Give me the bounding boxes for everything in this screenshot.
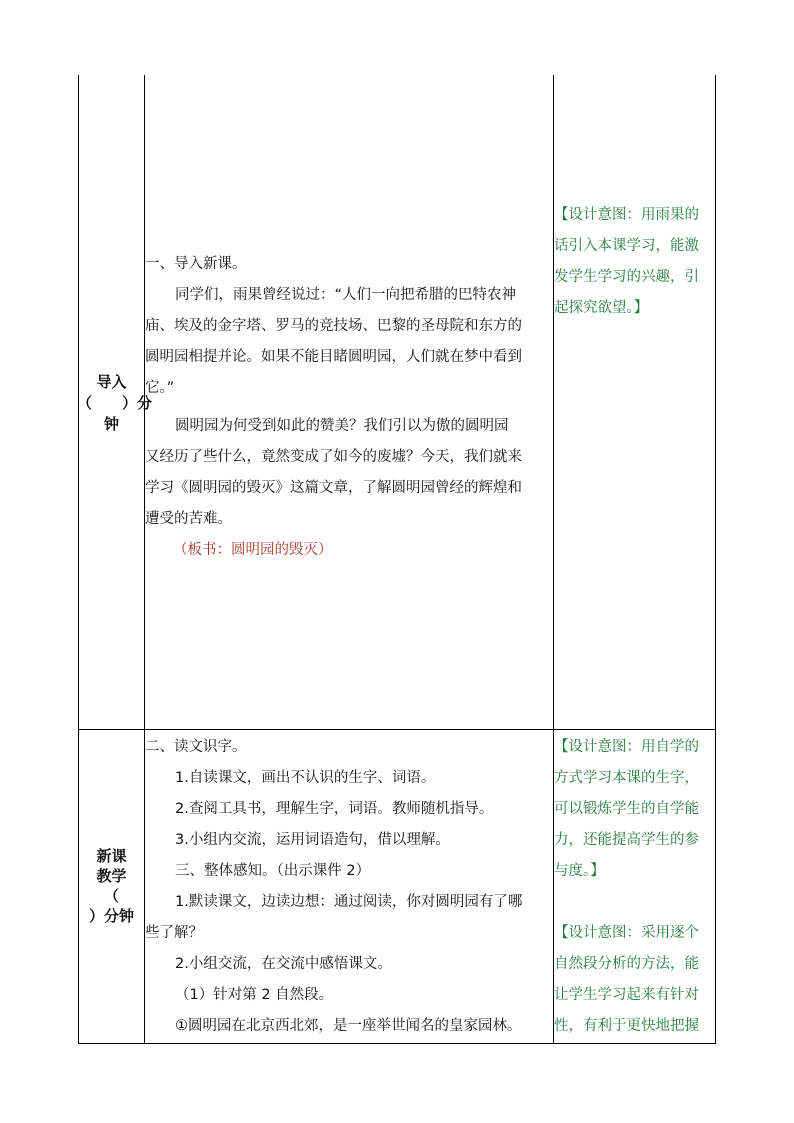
content-line: 庙、埃及的金字塔、罗马的竞技场、巴黎的圣母院和东方的: [145, 318, 522, 334]
row-newlesson-content-cell: [145, 730, 553, 1043]
content-line: 二、读文识字。: [145, 739, 247, 755]
row-intro-label-line-1: 导入: [96, 373, 127, 391]
content-line: 一、导入新课。: [145, 256, 247, 272]
content-line: 它。”: [145, 380, 175, 396]
content-line: 些了解？: [145, 925, 203, 941]
design-intent-line: 【设计意图：用自学的: [554, 739, 699, 755]
design-intent-line: 方式学习本课的生字，: [554, 770, 699, 786]
row-newlesson-label-cell: [79, 730, 144, 1043]
design-intent-line: 让学生学习起来有针对: [554, 987, 699, 1003]
content-line: 1.自读课文，画出不认识的生字、词语。: [175, 770, 436, 786]
row-intro-note-cell: [554, 76, 715, 729]
content-line: 2.小组交流，在交流中感悟课文。: [175, 956, 392, 972]
content-line: （1）针对第 2 自然段。: [175, 987, 334, 1003]
content-line: 又经历了些什么，竟然变成了如今的废墟？今天，我们就来: [145, 449, 522, 465]
content-line: 1.默读课文，边读边想：通过阅读，你对圆明园有了哪: [175, 894, 523, 910]
blackboard-note: （板书：圆明园的毁灭）: [173, 542, 333, 558]
design-intent-line: 发学生学习的兴趣，引: [554, 269, 699, 285]
content-line: 三、整体感知。（出示课件 2）: [175, 863, 371, 879]
design-intent-line: 可以锻炼学生的自学能: [554, 801, 699, 817]
content-line: 2.查阅工具书，理解生字，词语。教师随机指导。: [175, 801, 494, 817]
content-line: 圆明园为何受到如此的赞美？我们引以为傲的圆明园: [175, 418, 509, 434]
table-border-right: [715, 75, 716, 1044]
content-line: 同学们，雨果曾经说过：“人们一向把希腊的巴特农神: [175, 287, 517, 303]
design-intent-line: 自然段分析的方法，能: [554, 956, 699, 972]
content-line: 学习《圆明园的毁灭》这篇文章，了解圆明园曾经的辉煌和: [145, 480, 522, 496]
design-intent-line: 力，还能提高学生的参: [554, 832, 699, 848]
design-intent-line: 【设计意图：用雨果的: [554, 207, 699, 223]
content-line: 遭受的苦难。: [145, 511, 232, 527]
row-intro-content-cell: [145, 76, 553, 729]
design-intent-line: 起探究欲望。】: [554, 300, 649, 316]
design-intent-line: 【设计意图：采用逐个: [554, 925, 699, 941]
content-line: 3.小组内交流，运用词语造句，借以理解。: [175, 832, 450, 848]
content-line: 圆明园相提并论。如果不能目睹圆明园，人们就在梦中看到: [145, 349, 522, 365]
row-newlesson-note-cell: [554, 730, 715, 1043]
row-intro-label-cell: [77, 76, 153, 729]
row-intro-label-line-3: 钟: [103, 415, 119, 433]
design-intent-line: 性，有利于更快地把握: [554, 1018, 699, 1034]
row-newlesson-label-line-4: ）分钟: [88, 907, 134, 925]
row-newlesson-label-line-3: （: [103, 887, 119, 905]
row-newlesson-label-line-1: 新课: [96, 847, 127, 865]
table-border-bottom: [78, 1043, 716, 1044]
design-intent-line: 与度。】: [554, 863, 605, 879]
row-intro-label-line-2: （ ）分: [77, 394, 153, 412]
content-line: ①圆明园在北京西北郊，是一座举世闻名的皇家园林。: [175, 1018, 522, 1034]
row-newlesson-label-line-2: 教学: [96, 867, 127, 885]
design-intent-line: 话引入本课学习，能激: [554, 238, 699, 254]
